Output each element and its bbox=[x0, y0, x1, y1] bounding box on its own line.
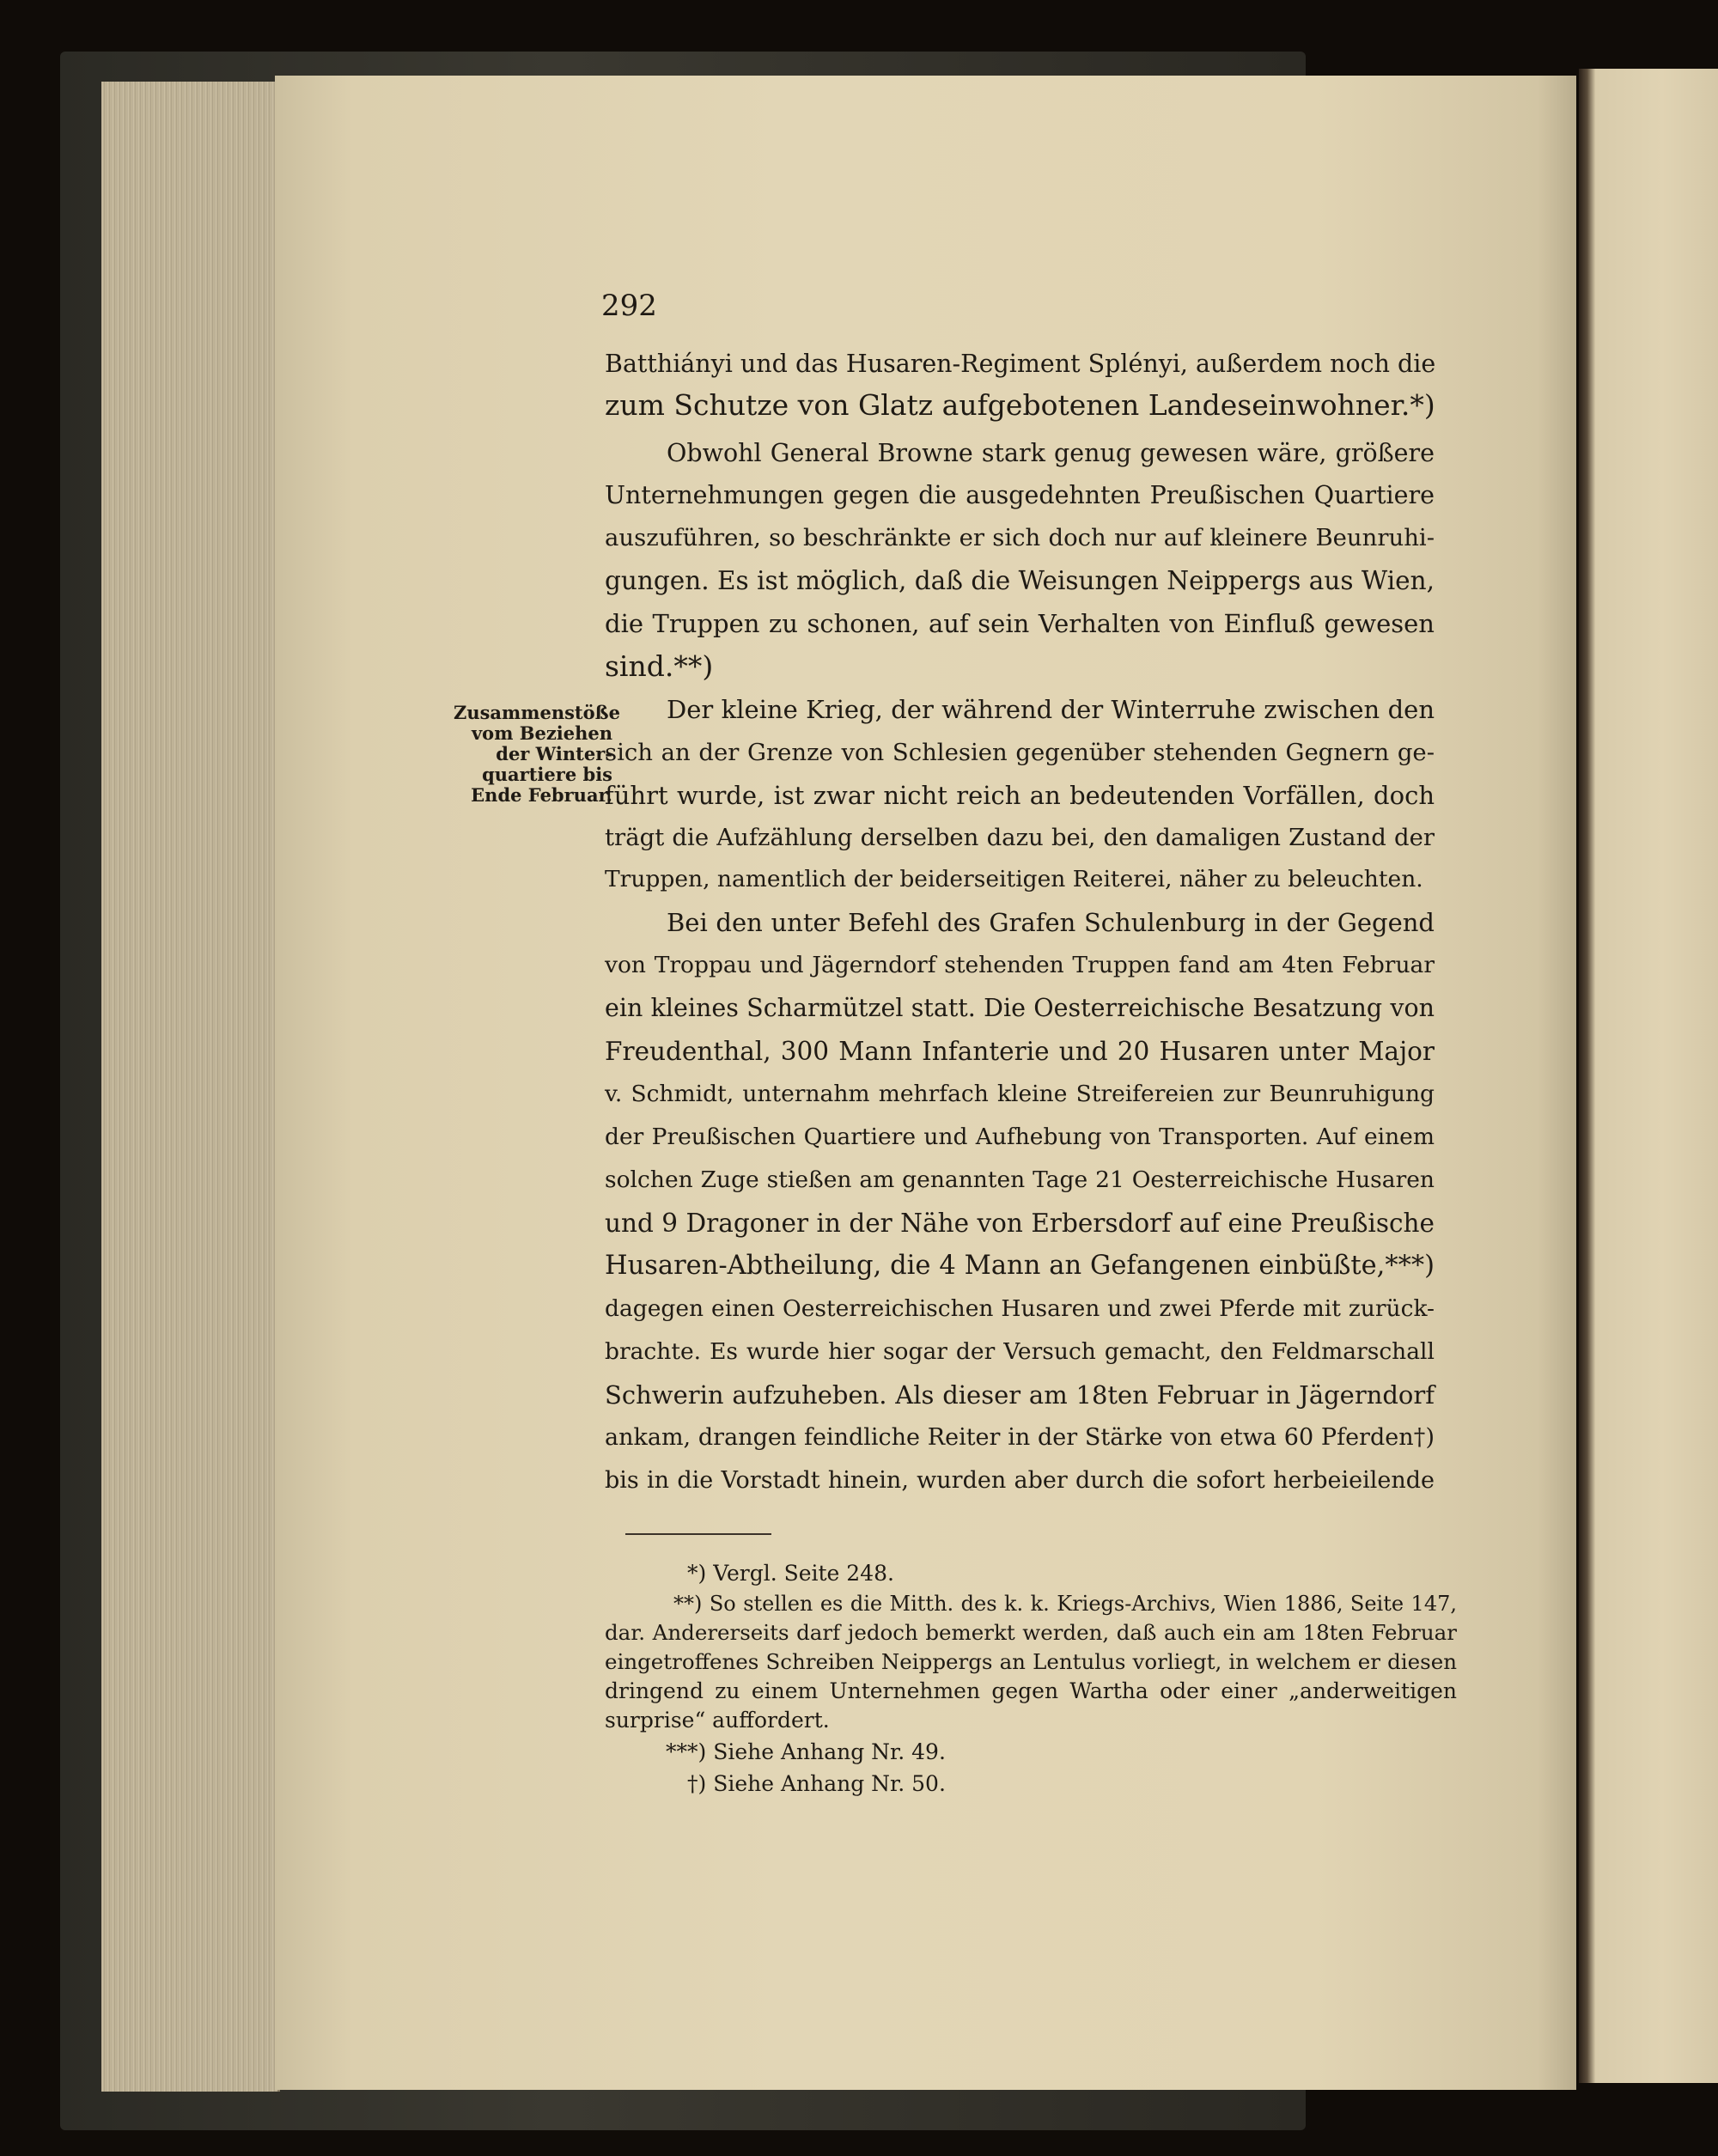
footnote-line: *) Vergl. Seite 248. bbox=[687, 1561, 894, 1586]
margin-note-line: vom Beziehen bbox=[471, 722, 612, 744]
body-line: bis in die Vorstadt hinein, wurden aber durch die sofort herbeieilende bbox=[605, 1467, 1435, 1494]
body-line: Husaren-Abtheilung, die 4 Mann an Gefangenen einbüßte,***) bbox=[605, 1251, 1435, 1281]
footnote-line: **) So stellen es die Mitth. des k. k. Kriegs-Archivs, Wien 1886, Seite 147, bbox=[673, 1592, 1457, 1616]
body-line: zum Schutze von Glatz aufgebotenen Landeseinwohner.*) bbox=[605, 388, 1435, 422]
body-line: auszuführen, so beschränkte er sich doch nur auf kleinere Beunruhi- bbox=[605, 524, 1435, 551]
margin-note-line: quartiere bis bbox=[482, 764, 612, 785]
body-line: sich an der Grenze von Schlesien gegenüber stehenden Gegnern ge- bbox=[605, 739, 1435, 766]
body-line: der Preußischen Quartiere und Aufhebung von Transporten. Auf einem bbox=[605, 1124, 1435, 1150]
body-line: ankam, drangen feindliche Reiter in der Stärke von etwa 60 Pferden†) bbox=[605, 1424, 1435, 1451]
page-edges bbox=[101, 82, 280, 2092]
body-line: Der kleine Krieg, der während der Winterruhe zwischen den bbox=[667, 695, 1435, 724]
margin-note-line: der Winter- bbox=[496, 743, 612, 764]
body-line: Truppen, namentlich der beiderseitigen Reiterei, näher zu beleuchten. bbox=[605, 866, 1423, 892]
body-line: von Troppau und Jägerndorf stehenden Truppen fand am 4ten Februar bbox=[605, 952, 1435, 978]
margin-note-line: Zusammenstöße bbox=[454, 702, 620, 723]
footnote-rule bbox=[625, 1533, 771, 1535]
body-line: solchen Zuge stießen am genannten Tage 21 Oesterreichische Husaren bbox=[605, 1166, 1435, 1193]
body-line: brachte. Es wurde hier sogar der Versuch gemacht, den Feldmarschall bbox=[605, 1338, 1435, 1365]
footnote-line: dringend zu einem Unternehmen gegen Wartha oder einer „anderweitigen bbox=[605, 1678, 1457, 1703]
body-line: Bei den unter Befehl des Grafen Schulenburg in der Gegend bbox=[667, 908, 1435, 937]
body-line: sind.**) bbox=[605, 649, 714, 683]
body-line: Batthiányi und das Husaren-Regiment Splényi, außerdem noch die bbox=[605, 350, 1436, 378]
body-line: führt wurde, ist zwar nicht reich an bedeutenden Vorfällen, doch bbox=[605, 781, 1435, 810]
margin-note-line: Ende Februar. bbox=[471, 784, 612, 806]
body-line: Schwerin aufzuheben. Als dieser am 18ten Februar in Jägerndorf bbox=[605, 1380, 1435, 1410]
body-line: ein kleines Scharmützel statt. Die Oesterreichische Besatzung von bbox=[605, 994, 1435, 1022]
footnote-line: ***) Siehe Anhang Nr. 49. bbox=[666, 1739, 946, 1764]
body-line: Obwohl General Browne stark genug gewesen wäre, größere bbox=[667, 439, 1435, 467]
body-line: dagegen einen Oesterreichischen Husaren und zwei Pferde mit zurück- bbox=[605, 1295, 1435, 1322]
page-number: 292 bbox=[601, 289, 657, 323]
footnote-line: dar. Andererseits darf jedoch bemerkt werden, daß auch ein am 18ten Februar bbox=[605, 1620, 1457, 1645]
footnote-line: surprise“ auffordert. bbox=[605, 1708, 830, 1733]
body-line: die Truppen zu schonen, auf sein Verhalten von Einfluß gewesen bbox=[605, 609, 1435, 638]
facing-page-edge bbox=[1579, 69, 1718, 2083]
footnote-line: †) Siehe Anhang Nr. 50. bbox=[687, 1771, 946, 1796]
body-line: gungen. Es ist möglich, daß die Weisungen Neippergs aus Wien, bbox=[605, 566, 1435, 595]
body-line: trägt die Aufzählung derselben dazu bei, den damaligen Zustand der bbox=[605, 824, 1435, 851]
body-line: und 9 Dragoner in der Nähe von Erbersdorf auf eine Preußische bbox=[605, 1209, 1435, 1238]
body-line: Unternehmungen gegen die ausgedehnten Preußischen Quartiere bbox=[605, 481, 1435, 509]
margin-note bbox=[454, 702, 620, 806]
footnote-line: eingetroffenes Schreiben Neippergs an Lentulus vorliegt, in welchem er diesen bbox=[605, 1649, 1457, 1674]
body-line: Freudenthal, 300 Mann Infanterie und 20 Husaren unter Major bbox=[605, 1037, 1435, 1066]
body-line: v. Schmidt, unternahm mehrfach kleine Streifereien zur Beunruhigung bbox=[605, 1081, 1435, 1107]
